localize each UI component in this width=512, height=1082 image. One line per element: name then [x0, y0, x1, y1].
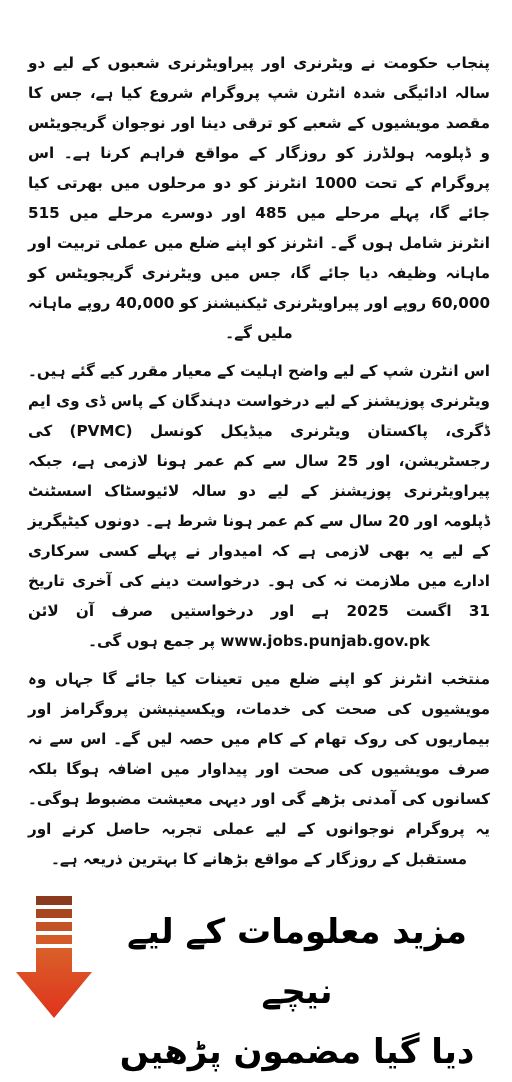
down-arrow-icon [14, 892, 94, 1022]
article-paragraph: اس انٹرن شپ کے لیے واضح اہلیت کے معیار مقرر کیے گئے ہیں۔ ویٹرنری پوزیشنز کے لیے درخواست دہندگان کے پاس ڈی وی ایم ڈگری، پاکستان ویٹرنری میڈیکل کونسل (PVMC) کی رجسٹریشن، اور 25 سال سے کم عمر ہونا لازمی ہے، جبکہ پیراویٹرنری پوزیشنز کے لیے دو سالہ لائیوسٹاک اسسٹنٹ ڈپلومہ اور 20 سال سے کم عمر ہونا شرط ہے۔ دونوں کیٹیگریز کے لیے یہ بھی لازمی ہے کہ امیدوار نے پہلے کسی سرکاری ادارے میں ملازمت نہ کی ہو۔ درخواست دینے کی آخری تاریخ 31 اگست 2025 ہے اور درخواستیں صرف آن لائن www.jobs.punjab.gov.pk پر جمع ہوں گی۔ [28, 362, 490, 650]
article-body [28, 48, 490, 882]
read-more-banner [0, 884, 512, 1072]
read-more-line-2: دیا گیا مضمون پڑھیں [119, 1032, 475, 1072]
read-more-heading [92, 902, 502, 1082]
article-paragraph: پنجاب حکومت نے ویٹرنری اور پیراویٹرنری شعبوں کے لیے دو سالہ ادائیگی شدہ انٹرن شپ پروگرام شروع کیا ہے، جس کا مقصد مویشیوں کے شعبے کو ترقی دینا اور نوجوان گریجویٹس و ڈپلومہ ہولڈرز کو روزگار کے مواقع فراہم کرنا ہے۔ اس پروگرام کے تحت 1000 انٹرنز کو دو مرحلوں میں بھرتی کیا جائے گا، پہلے مرحلے میں 485 اور دوسرے مرحلے میں 515 انٹرنز شامل ہوں گے۔ انٹرنز کو اپنے ضلع میں عملی تربیت اور ماہانہ وظیفہ دیا جائے گا، جس میں ویٹرنری گریجویٹس کو 60,000 روپے اور پیراویٹرنری ٹیکنیشنز کو 40,000 روپے ماہانہ ملیں گے۔ [28, 54, 491, 342]
article-paragraph: منتخب انٹرنز کو اپنے ضلع میں تعینات کیا جائے گا جہاں وہ مویشیوں کی صحت کی خدمات، ویکسینیشن پروگرامز اور بیماریوں کی روک تھام کے کام میں حصہ لیں گے۔ اس سے نہ صرف مویشیوں کی صحت اور پیداوار میں اضافہ ہوگا بلکہ کسانوں کی آمدنی بڑھے گی اور دیہی معیشت مضبوط ہوگی۔ یہ پروگرام نوجوانوں کے لیے عملی تجربہ حاصل کرنے اور مستقبل کے روزگار کے مواقع بڑھانے کا بہترین ذریعہ ہے۔ [28, 670, 490, 868]
read-more-line-1: مزید معلومات کے لیے نیچے [127, 912, 467, 1012]
